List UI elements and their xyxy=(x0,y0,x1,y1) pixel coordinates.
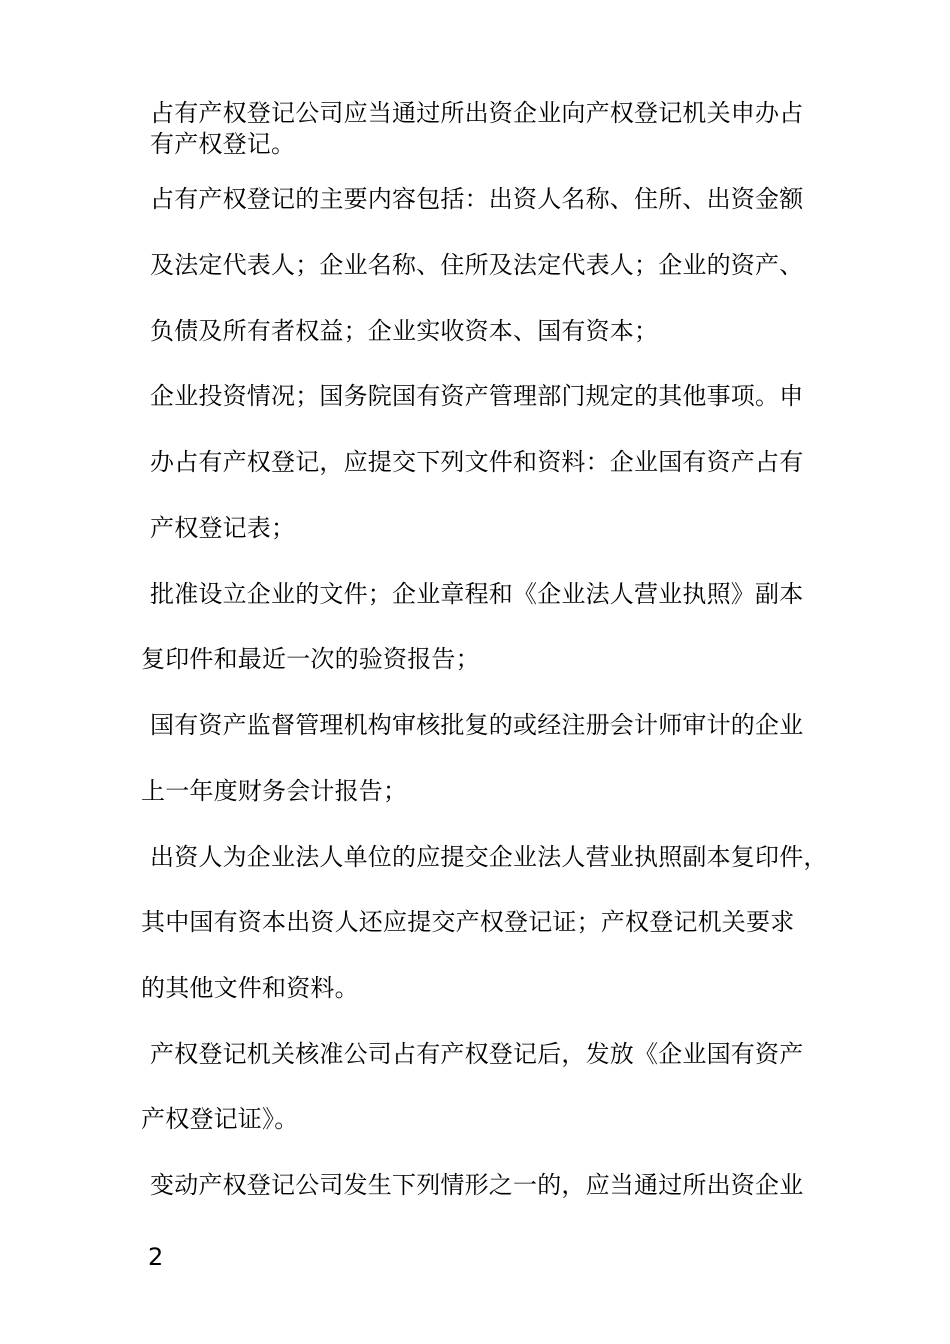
text-line: 产权登记机关核准公司占有产权登记后，发放《企业国有资产 xyxy=(150,1040,804,1068)
text-line: 其中国有资本出资人还应提交产权登记证；产权登记机关要求 xyxy=(141,908,795,936)
text-line: 办占有产权登记，应提交下列文件和资料：企业国有资产占有 xyxy=(150,448,804,476)
page-number: 2 xyxy=(148,1243,164,1271)
text-line: 企业投资情况；国务院国有资产管理部门规定的其他事项。申 xyxy=(150,382,804,410)
text-line: 变动产权登记公司发生下列情形之一的，应当通过所出资企业 xyxy=(150,1171,804,1199)
text-line: 占有产权登记的主要内容包括：出资人名称、住所、出资金额 xyxy=(150,185,804,213)
text-line: 负债及所有者权益；企业实收资本、国有资本； xyxy=(150,317,659,345)
text-line: 国有资产监督管理机构审核批复的或经注册会计师审计的企业 xyxy=(150,711,804,739)
text-line: 上一年度财务会计报告； xyxy=(141,777,408,805)
text-line: 及法定代表人；企业名称、住所及法定代表人；企业的资产、 xyxy=(150,251,804,279)
text-line: 产权登记表； xyxy=(150,514,296,542)
text-line: 的其他文件和资料。 xyxy=(141,974,359,1002)
text-line: 复印件和最近一次的验资报告； xyxy=(141,645,480,673)
text-line: 占有产权登记公司应当通过所出资企业向产权登记机关申办占 xyxy=(150,99,804,127)
text-line: 批准设立企业的文件；企业章程和《企业法人营业执照》副本 xyxy=(150,580,804,608)
text-line: 有产权登记。 xyxy=(150,130,296,158)
text-line: 出资人为企业法人单位的应提交企业法人营业执照副本复印件， xyxy=(150,843,828,871)
text-line: 产权登记证》。 xyxy=(141,1105,299,1133)
